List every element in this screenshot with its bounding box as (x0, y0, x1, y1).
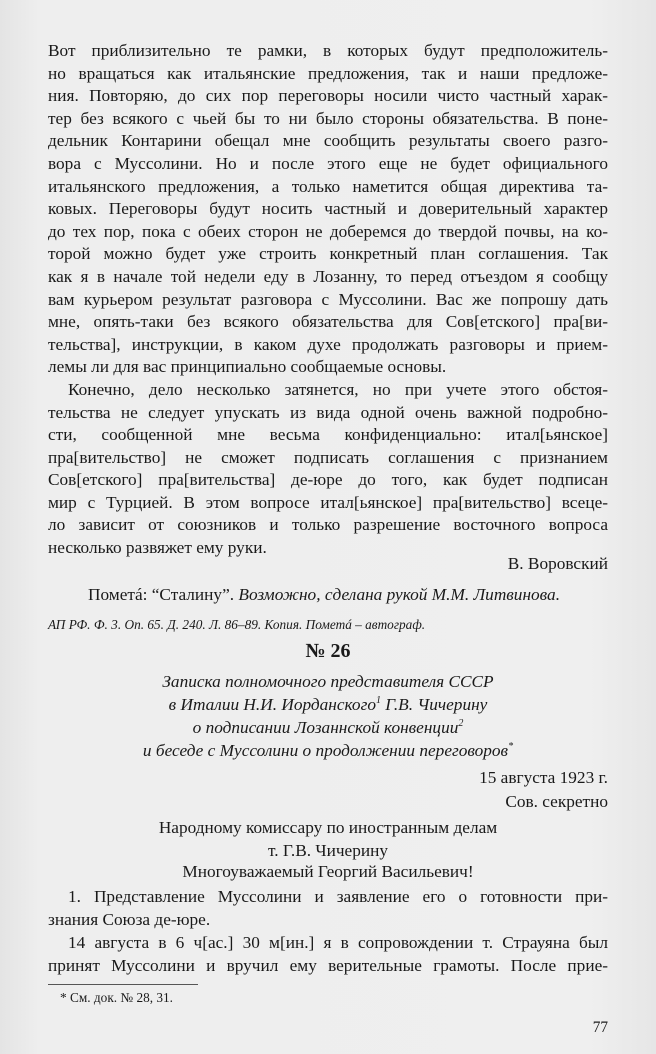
text-line: как я в начале той недели еду в Лозанну, то перед отъездом я сообщу (48, 266, 608, 286)
text-line: вора с Муссолини. Но и после этого еще не будет официального (48, 153, 608, 173)
title-line (48, 716, 608, 739)
text-line: дельник Контарини обещал мне сообщить результаты своего разго- (48, 131, 608, 151)
addressee-line: Народному комиссару по иностранным делам (158, 818, 498, 837)
text-line: мир с Турцией. В этом вопросе итал[ьянское] пра[вительство] всеце- (48, 492, 608, 512)
text-line: вам курьером результат разговора с Муссолини. Вас же попрошу дать (48, 289, 608, 309)
text-line: ковых. Переговоры будут носить частный и доверительный характер (48, 199, 608, 219)
addressee (48, 816, 608, 862)
text-line: тер без всякого с чьей бы то ни было стороны обязательства. В поне- (48, 108, 608, 128)
text-line: торой можно будет уже строить конкретный план соглашения. Так (48, 244, 608, 264)
note-quoted: “Сталину”. (151, 585, 235, 604)
document-date: 15 августа 1923 г. (479, 768, 608, 787)
text-line: сти, сообщенной мне весьма конфиденциально: итал[ьянское] (48, 425, 608, 445)
body-text (48, 40, 608, 560)
annotation-note (88, 585, 560, 605)
text-line: пра[вительство] не сможет подписать соглашения с признанием (48, 447, 608, 467)
text-line: итальянского предложения, а только наметится общая директива та- (48, 176, 608, 196)
page-number: 77 (592, 1019, 608, 1036)
text-line: ния. Повторяю, до сих пор переговоры носили чисто частный харак- (48, 86, 608, 106)
text-line: но вращаться как итальянские предложения, так и наши предложе- (48, 63, 608, 83)
title-text: в Италии Н.И. Иорданского (168, 695, 376, 714)
text-line: лемы ли для вас принципиально сообщаемые основы. (48, 357, 447, 377)
text-line: тельства не следует упускать из вида одной очень важной подробно- (48, 402, 608, 422)
text-line: Конечно, дело несколько затянется, но при учете этого обстоя- (68, 379, 608, 399)
title-line: Записка полномочного представителя СССР (162, 672, 494, 691)
text-line: Сов[етского] пра[вительства] де-юре до того, как будет подписан (48, 470, 608, 490)
greeting: Многоуважаемый Георгий Васильевич! (182, 862, 474, 881)
paragraph-2 (48, 379, 608, 560)
title-text: о подписании Лозаннской конвенции (192, 718, 459, 737)
text-line: 14 августа в 6 ч[ас.] 30 м[ин.] я в сопровождении т. Страуяна был (68, 933, 608, 952)
title-text: и беседе с Муссолини о продолжении переговоров (142, 741, 509, 760)
text-line: до тех пор, пока с обеих сторон не доберемся до твердой почвы, на ко- (48, 221, 608, 241)
footnote: * См. док. № 28, 31. (60, 990, 174, 1005)
title-line (48, 693, 608, 716)
text-line: несколько развяжет ему руки. (48, 538, 267, 558)
footnote-ref: 2 (458, 718, 464, 730)
signature: В. Воровский (507, 554, 608, 573)
archive-reference: АП РФ. Ф. 3. Оп. 65. Д. 240. Л. 86–89. Копия. Пометá – автограф. (48, 617, 426, 632)
note-label: Пометá: (88, 585, 148, 604)
document-title (48, 670, 608, 762)
footnote-divider (48, 984, 198, 985)
addressee-line: т. Г.В. Чичерину (267, 841, 389, 860)
text-line: мне, опять-таки без всякого обязательства для Сов[етского] пра[ви- (48, 312, 608, 332)
text-line: ло зависит от союзников и только разрешение восточного вопроса (48, 515, 608, 535)
note-italic: Возможно, сделана рукой М.М. Литвинова. (238, 585, 561, 604)
document-number: № 26 (305, 640, 351, 662)
footnote-ref: * (508, 741, 514, 753)
secrecy-mark: Сов. секретно (505, 792, 608, 811)
paragraph-1 (48, 40, 608, 379)
text-line: Вот приблизительно те рамки, в которых будут предположитель- (48, 41, 608, 60)
section-heading: знания Союза де-юре. (48, 910, 211, 929)
title-line (48, 739, 608, 762)
section-1 (48, 885, 608, 977)
section-heading: 1. Представление Муссолини и заявление его о готовности при- (68, 887, 608, 906)
text-line: принят Муссолини и вручил ему верительные грамоты. После прие- (48, 956, 608, 975)
text-line: тельства], инструкции, в каком духе продолжать разговоры и прием- (48, 334, 608, 354)
title-text: Г.В. Чичерину (380, 695, 488, 714)
footnote-ref: 1 (375, 695, 381, 707)
